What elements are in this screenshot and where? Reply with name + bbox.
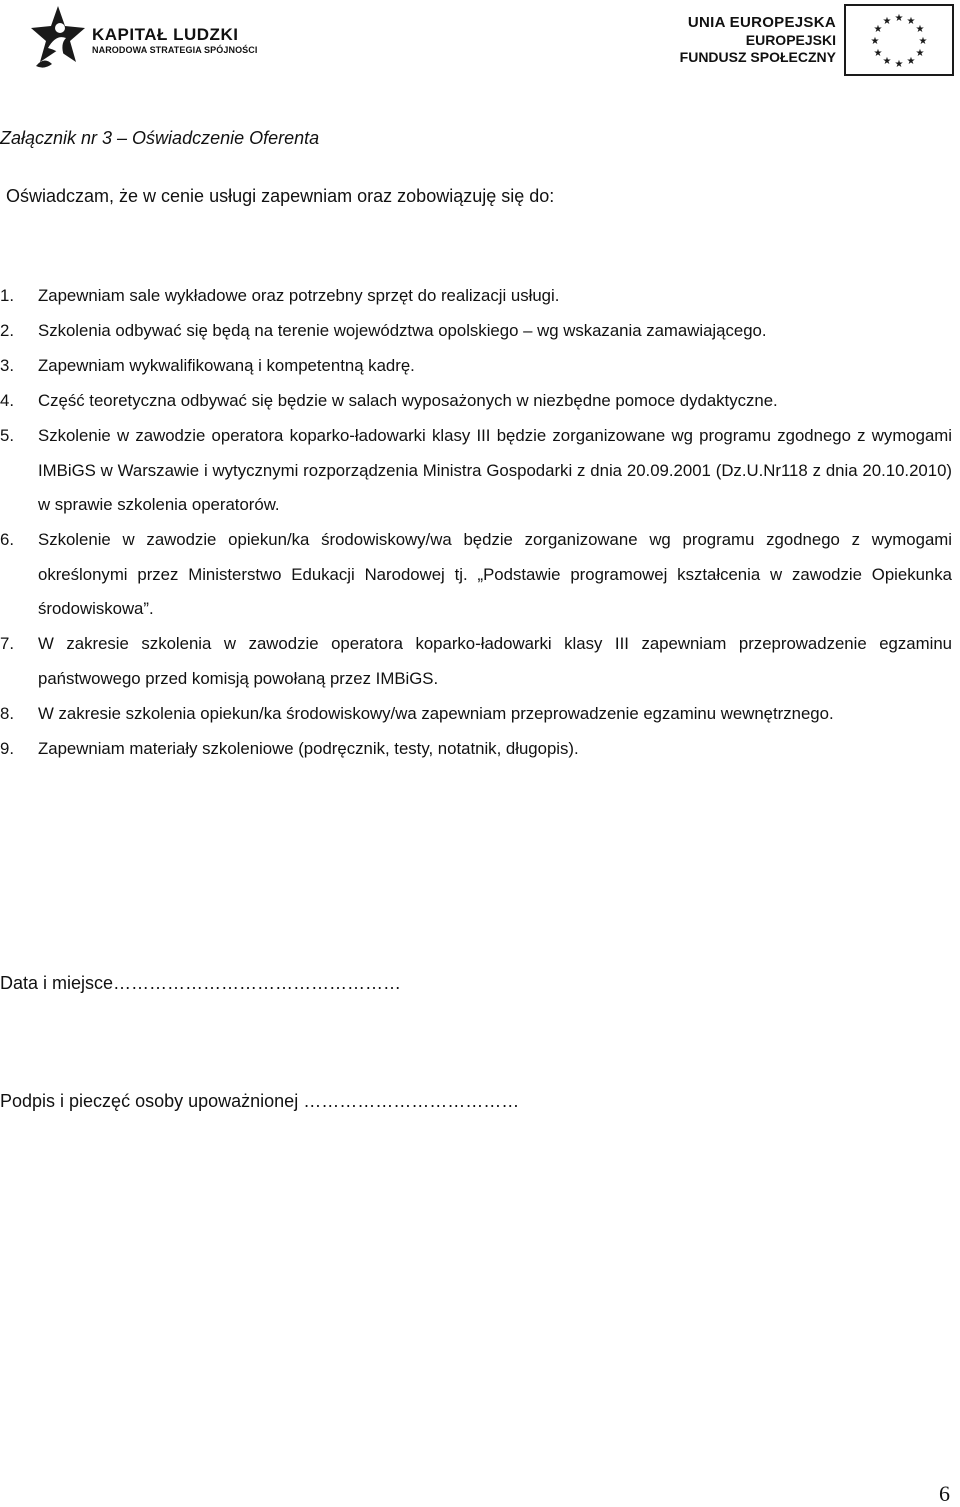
item-text: Szkolenia odbywać się będą na terenie województwa opolskiego – wg wskazania zamawiającego. xyxy=(38,321,767,340)
date-place-field: Data i miejsce………………………………………… xyxy=(0,973,402,993)
list-item xyxy=(0,697,952,732)
item-number: 3. xyxy=(0,356,14,375)
eu-flag-icon xyxy=(844,4,954,76)
page-number: 6 xyxy=(939,1481,950,1506)
eu-logo-title: UNIA EUROPEJSKA xyxy=(687,14,836,31)
svg-text:★: ★ xyxy=(894,13,904,24)
svg-text:★: ★ xyxy=(882,16,892,27)
svg-text:★: ★ xyxy=(906,16,916,27)
svg-text:★: ★ xyxy=(906,56,916,67)
item-text: Szkolenie w zawodzie opiekun/ka środowiskowy/wa będzie zorganizowane wg programu zgodnego z wymogami określonymi przez Ministerstwo Edukacji Narodowej tj. „Podstawie programowej kształcenia w zawodzie Opiekunka środowiskowa”. xyxy=(38,530,952,618)
declaration-intro: Oświadczam, że w cenie usługi zapewniam oraz zobowiązuję się do: xyxy=(6,186,555,206)
list-item xyxy=(0,349,952,384)
svg-text:★: ★ xyxy=(873,48,883,59)
svg-text:★: ★ xyxy=(894,59,904,70)
declaration-list xyxy=(0,279,952,767)
list-item xyxy=(0,384,952,419)
svg-text:★: ★ xyxy=(873,24,883,35)
item-text: W zakresie szkolenia w zawodzie operatora koparko-ładowarki klasy III zapewniam przeprowadzenie egzaminu państwowego przed komisją powołaną przez IMBiGS. xyxy=(38,634,952,688)
list-item xyxy=(0,419,952,523)
item-text: Zapewniam materiały szkoleniowe (podręcznik, testy, notatnik, długopis). xyxy=(38,738,579,758)
item-number: 7. xyxy=(0,634,14,653)
kapital-ludzki-logo xyxy=(30,4,270,74)
svg-text:★: ★ xyxy=(915,24,925,35)
eu-logo-line2: FUNDUSZ SPOŁECZNY xyxy=(679,49,836,65)
eu-logo-line1: EUROPEJSKI xyxy=(745,32,836,48)
item-number: 2. xyxy=(0,321,14,340)
item-text: Zapewniam sale wykładowe oraz potrzebny sprzęt do realizacji usługi. xyxy=(38,286,560,305)
svg-text:★: ★ xyxy=(915,48,925,59)
item-text: Część teoretyczna odbywać się będzie w salach wyposażonych w niezbędne pomoce dydaktyczne. xyxy=(38,391,778,410)
item-text: W zakresie szkolenia opiekun/ka środowiskowy/wa zapewniam przeprowadzenie egzaminu wewnętrznego. xyxy=(38,703,834,723)
list-item xyxy=(0,732,952,767)
list-item xyxy=(0,627,952,696)
item-number: 5. xyxy=(0,426,14,445)
annex-title: Załącznik nr 3 – Oświadczenie Oferenta xyxy=(0,128,320,148)
item-text: Szkolenie w zawodzie operatora koparko-ładowarki klasy III będzie zorganizowane wg programu zgodnego z wymogami IMBiGS w Warszawie i wytycznymi rozporządzenia Ministra Gospodarki z dnia 20.09.2001 (Dz.U.Nr118 z dnia 20.10.2010) w sprawie szkolenia operatorów. xyxy=(38,426,952,514)
svg-text:★: ★ xyxy=(870,36,880,47)
svg-text:★: ★ xyxy=(918,36,928,47)
kapital-ludzki-star-figure-icon xyxy=(30,4,86,74)
item-number: 1. xyxy=(0,286,14,305)
list-item xyxy=(0,314,952,349)
list-item xyxy=(0,523,952,627)
item-text: Zapewniam wykwalifikowaną i kompetentną kadrę. xyxy=(38,356,415,375)
kapital-ludzki-subtitle: NARODOWA STRATEGIA SPÓJNOŚCI xyxy=(92,45,258,55)
kapital-ludzki-title: KAPITAŁ LUDZKI xyxy=(92,25,239,44)
list-item xyxy=(0,279,952,314)
eu-logo xyxy=(679,4,954,76)
item-number: 8. xyxy=(0,703,14,723)
item-number: 4. xyxy=(0,391,14,410)
signature-field: Podpis i pieczęć osoby upoważnionej ……………………………… xyxy=(0,1091,520,1111)
item-number: 9. xyxy=(0,738,14,758)
svg-text:★: ★ xyxy=(882,56,892,67)
item-number: 6. xyxy=(0,530,14,549)
